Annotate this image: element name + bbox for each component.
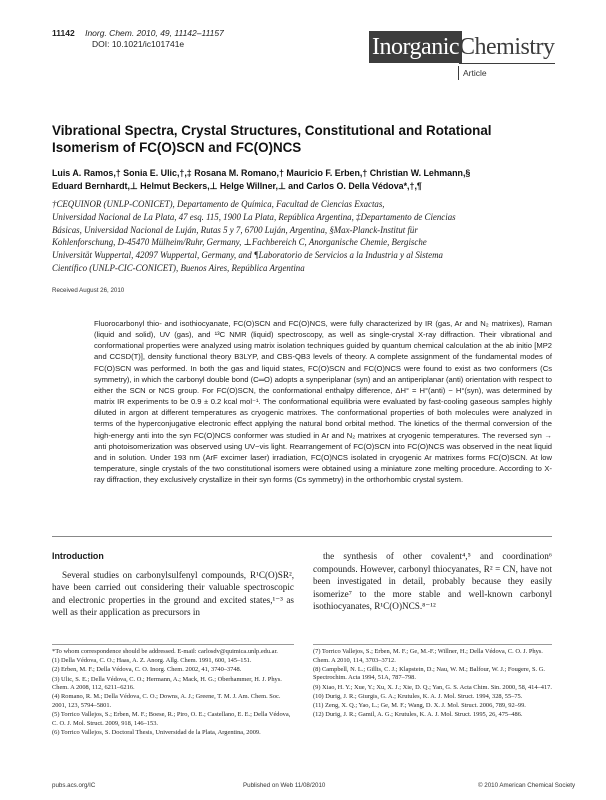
running-header — [52, 28, 224, 50]
abstract: Fluorocarbonyl thio- and isothiocyanate, FC(O)SCN and FC(O)NCS, were fully characterized by IR (gas, Ar and N₂ matrixes), Raman (liquid and solid), UV (gas), and ¹³C NMR (liquid) spectroscopy, as well as single-crystal X-ray diffraction. Their vibrational and conformational properties were analyzed using matrix isolation techniques guided by quantum chemical calculation at the ab initio [MP2 and CCSD(T)], density functional theory B3LYP, and CBS-QB3 levels of theory. A complete assignment of the fundamental modes of FC(O)SCN was performed. In both the gas and liquid states, FC(O)SCN and FC(O)NCS were found to exist as two conformers (Cs symmetry), in which the carbonyl double bond (C═O) adopts a synperiplanar (syn) and an antiperiplanar (anti) orientation with respect to either the SCN or NCS group. For FC(O)SCN, the conformational enthalpy difference, ΔH° = H°(anti) − H°(syn), was determined by matrix IR experiments to be 0.9 ± 0.2 kcal mol⁻¹. The conformational equilibria were evaluated by fast-cooling gaseous samples highly diluted in argon at different temperatures as cryogenic matrixes. The conformational properties of both molecules were analyzed in terms of the hyperconjugative electronic effect applying the natural bond orbital method. The kinetics of the thermal conversion of the high-energy anti into the syn FC(O)NCS conformer was studied in Ar and N₂ matrixes at cryogenic temperatures. The reversed syn → anti photoisomerization was observed using UV−vis light. Rearrangement of FC(O)SCN into FC(O)NCS was observed in the neat liquid and in solution. Under 193 nm (ArF excimer laser) irradiation, FC(O)NCS isolated in cryogenic Ar matrixes forms FC(O)SCN. At low temperature, single crystals of the two constitutional isomers were obtained using a miniature zone melting procedure. According to X-ray diffraction, they exclusively crystallize in their syn forms (Cs symmetry) in the orthorhombic crystal system. — [94, 319, 552, 485]
reference-item: (5) Torrico Vallejos, S.; Erben, M. F.; Boese, R.; Piro, O. E.; Castellano, E. E.; Della Védova, C. O. J. Mol. Struct. 2009, 918, 146–153. — [52, 711, 291, 727]
paper-title: Vibrational Spectra, Crystal Structures, Constitutional and Rotational Isomerism of FC(O)SCN and FC(O)NCS — [52, 123, 492, 155]
reference-item: (8) Campbell, N. L.; Gillis, C. J.; Klapstein, D.; Nau, W. M.; Balfour, W. J.; Fougere, S. G. Spectrochim. Acta 1994, 51A, 787–798. — [313, 665, 545, 682]
reference-item: (2) Erben, M. F.; Della Védova, C. O. Inorg. Chem. 2002, 41, 3740–3748. — [52, 666, 242, 674]
reference-item: (9) Xiao, H. Y.; Xue, Y.; Xu, X. J.; Xie, D. Q.; Yan, G. S. Acta Chim. Sin. 2000, 58, 414–417. — [313, 683, 552, 691]
affiliation-line: †CEQUINOR (UNLP-CONICET), Departamento de Química, Facultad de Ciencias Exactas, — [52, 199, 385, 209]
correspondence-note: *To whom correspondence should be addressed. E-mail: carlosdv@quimica.unlp.edu.ar. — [52, 648, 278, 655]
footnote-divider-left — [52, 644, 294, 645]
introduction-heading: Introduction — [52, 551, 104, 561]
copyright: © 2010 American Chemical Society — [478, 782, 576, 789]
affiliation-line: Básicas, Universidad Nacional de Luján, Rutas 5 y 7, 6700 Luján, Argentina, §Max-Planck-Institut für — [52, 224, 418, 235]
section-divider — [52, 536, 552, 537]
body-column-right — [313, 550, 552, 613]
logo-word-chemistry: Chemistry — [459, 31, 555, 64]
page-number: 11142 — [52, 28, 75, 38]
author-list — [52, 167, 552, 193]
affiliations — [52, 198, 502, 275]
received-date: Received August 26, 2010 — [52, 287, 125, 294]
journal-citation: Inorg. Chem. 2010, 49, 11142–11157 — [85, 28, 224, 38]
reference-item: (7) Torrico Vallejos, S.; Erben, M. F.; Ge, M.-F.; Willner, H.; Della Védova, C. O. J. Phys. Chem. A 2010, 114, 3703–3712. — [313, 648, 543, 664]
doi-link[interactable]: DOI: 10.1021/ic101741e — [92, 39, 185, 49]
footnote-divider-right — [313, 644, 552, 645]
reference-item: (12) Durig, J. R.; Gamil, A. G.; Krutules, K. A. J. Mol. Struct. 1995, 26, 475–486. — [313, 711, 523, 719]
reference-item: (11) Zeng, X. Q.; Yao, L.; Ge, M. F.; Wang, D. X. J. Mol. Struct. 2006, 789, 92–99. — [313, 701, 526, 709]
introduction-paragraph: Several studies on carbonylsulfenyl compounds, R¹C(O)SR², have been carried out considering their valuable spectroscopic and electronic properties in the ground and excited states,¹⁻³ as well as their application as precursors in — [52, 569, 294, 618]
affiliation-line: Universidad Nacional de La Plata, 47 esq. 115, 1900 La Plata, República Argentina, ‡Departamento de Ciencias — [52, 211, 456, 222]
affiliation-line: Universität Wuppertal, 42097 Wuppertal, Germany, and ¶Laboratorio de Servicios a la Industria y al Sistema — [52, 250, 443, 261]
reference-item: (3) Ulic, S. E.; Della Védova, C. O.; Hermann, A.; Mack, H. G.; Oberhammer, H. J. Phys. Chem. A 2008, 112, 6211–6216. — [52, 675, 282, 692]
reference-item: (6) Torrico Vallejos, S. Doctoral Thesis, Universidad de la Plata, Argentina, 2009. — [52, 728, 261, 736]
publication-date: Published on Web 11/08/2010 — [243, 782, 326, 789]
journal-url[interactable]: pubs.acs.org/IC — [52, 782, 96, 789]
reference-item: (4) Romano, R. M.; Della Védova, C. O.; Downs, A. J.; Greene, T. M. J. Am. Chem. Soc. 2001, 123, 5794–5801. — [52, 693, 281, 709]
introduction-paragraph-continued: the synthesis of other covalent⁴,⁵ and coordination⁶ compounds. However, carbonyl thiocyanates, R² = CN, have not been investigated in detail, probably because they easily isomerize⁷ to the more stable and well-known carbonyl isothiocyanates, R¹C(O)NCS.⁸⁻¹² — [313, 551, 552, 612]
journal-logo — [369, 29, 555, 87]
body-column-left — [52, 550, 294, 619]
logo-word-inorganic: Inorganic — [369, 31, 462, 63]
author-line: Eduard Bernhardt,⊥ Helmut Beckers,⊥ Helge Willner,⊥ and Carlos O. Della Védova*,†,¶ — [52, 181, 422, 191]
article-type-label: Article — [458, 66, 487, 80]
reference-item: (1) Della Védova, C. O.; Haas, A. Z. Anorg. Allg. Chem. 1991, 600, 145–151. — [52, 657, 252, 665]
affiliation-line: Científico (UNLP-CIC-CONICET), Buenos Aires, República Argentina — [52, 262, 305, 273]
footnotes-right — [313, 648, 552, 720]
author-line: Luis A. Ramos,† Sonia E. Ulic,†,‡ Rosana M. Romano,† Mauricio F. Erben,† Christian W. Lehmann,§ — [52, 168, 471, 178]
reference-item: (10) Durig, J. R.; Giurgis, G. A.; Krutules, K. A. J. Mol. Struct. 1994, 328, 55–75. — [313, 692, 523, 700]
affiliation-line: Kohlenforschung, D-45470 Mülheim/Ruhr, Germany, ⊥Fachbereich C, Anorganische Chemie, Bergische — [52, 237, 427, 248]
footnotes-left — [52, 648, 294, 738]
